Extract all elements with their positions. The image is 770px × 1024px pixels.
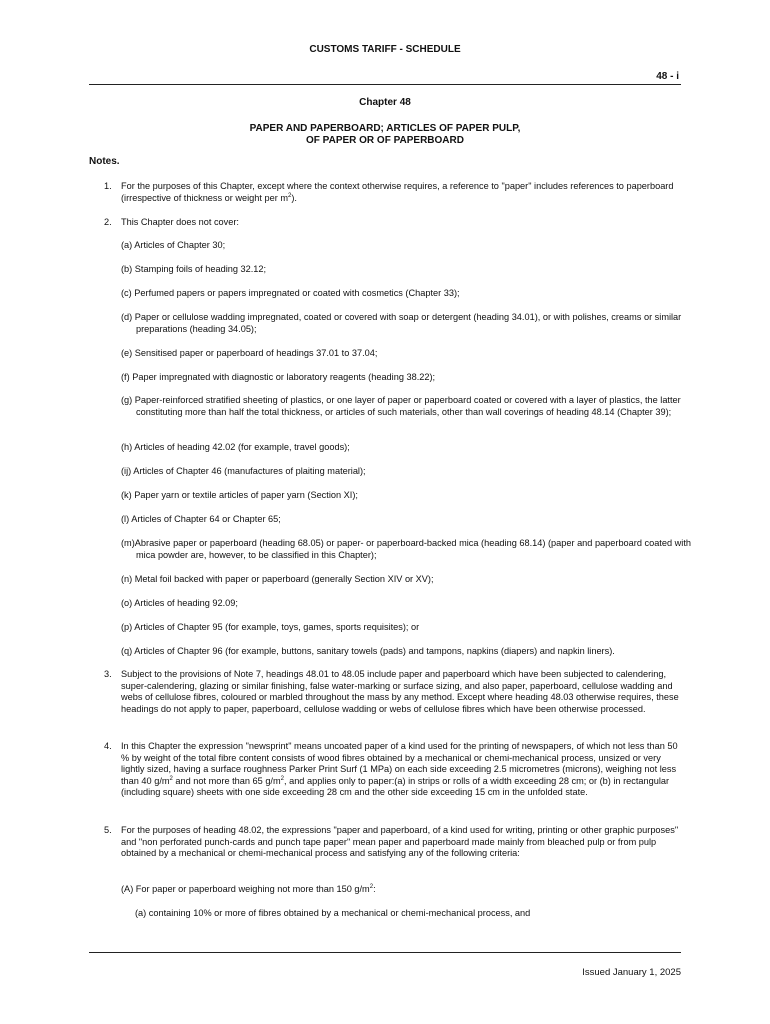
notes-heading: Notes.	[89, 156, 120, 167]
note-4-text-main: In this Chapter the expression "newsprint" means uncoated paper of a kind used for the printing of newspapers, of which not less than 50 % by weight of the total fibre content consists of wood fibres obtained by a mechanical or chemi-mechanical process, unsized or very lightly sized, having a surface roughness Parker Print Surf (1 MPa) on each side exceeding 2.5 micrometres (microns), weighing not less than 40 g/m	[121, 741, 678, 786]
note-5-criterion-A-text: (A) For paper or paperboard weighing not more than 150 g/m	[121, 884, 370, 894]
chapter-title-line-1: PAPER AND PAPERBOARD; ARTICLES OF PAPER PULP,	[249, 123, 521, 134]
note-1-text	[121, 181, 681, 204]
page-number: 48 - i	[656, 71, 679, 82]
note-5-criterion-A-end: :	[373, 884, 376, 894]
note-2-item-o: (o) Articles of heading 92.09;	[121, 598, 238, 608]
note-1-number: 1.	[104, 181, 112, 191]
note-2-item-h: (h) Articles of heading 42.02 (for example, travel goods);	[121, 442, 350, 452]
note-5-text: For the purposes of heading 48.02, the expressions "paper and paperboard, of a kind used for writing, printing or other graphic purposes" and "non perforated punch-cards and punch tape paper" mean paper and paperboard made mainly from bleached pulp or from pulp obtained by a mechanical or chemi-mechanical process and satisfying any of the following criteria:	[121, 825, 679, 859]
note-2-item-q: (q) Articles of Chapter 96 (for example, buttons, sanitary towels (pads) and tampons, napkins (diapers) and napkin liners).	[121, 646, 615, 656]
note-5-criterion-A-item-a: (a) containing 10% or more of fibres obtained by a mechanical or chemi-mechanical process, and	[135, 908, 531, 918]
note-4-superscript-2: 2	[280, 775, 284, 782]
note-2-item-m: (m)Abrasive paper or paperboard (heading 68.05) or paper- or paperboard-backed mica (heading 68.14) (paper and paperboard coated with mica powder are, however, to be classified in this Chapter);	[121, 538, 691, 560]
note-4-number: 4.	[104, 741, 112, 751]
note-5-criterion-A	[121, 884, 681, 896]
note-2-number: 2.	[104, 217, 112, 227]
note-2-item-c: (c) Perfumed papers or papers impregnated or coated with cosmetics (Chapter 33);	[121, 288, 460, 298]
note-4-text-mid: and not more than 65 g/m	[172, 775, 281, 786]
note-2-text: This Chapter does not cover:	[121, 217, 239, 227]
note-5-number: 5.	[104, 825, 112, 835]
note-2-item-k: (k) Paper yarn or textile articles of paper yarn (Section XI);	[121, 490, 358, 500]
schedule-header-title: CUSTOMS TARIFF - SCHEDULE	[309, 44, 461, 55]
note-4-text-end: , and applies only to paper:(a) in strips or rolls of a width exceeding 28 cm; or (b) in rectangular (including square) sheets with one side exceeding 28 cm and the other side exceeding 15 cm in the unfolded state.	[121, 775, 670, 798]
note-2-item-l: (l) Articles of Chapter 64 or Chapter 65;	[121, 514, 281, 524]
note-2-item-g: (g) Paper-reinforced stratified sheeting of plastics, or one layer of paper or paperboard coated or covered with a layer of plastics, the latter constituting more than half the total thickness, or articles of such materials, other than wall coverings of heading 48.14 (Chapter 39);	[121, 395, 681, 417]
note-2-item-f: (f) Paper impregnated with diagnostic or laboratory reagents (heading 38.22);	[121, 372, 436, 382]
footer-rule	[89, 952, 681, 953]
note-2-item-d: (d) Paper or cellulose wadding impregnated, coated or covered with soap or detergent (heading 34.01), or with polishes, creams or similar preparations (heading 34.05);	[121, 312, 682, 334]
note-2-item-a: (a) Articles of Chapter 30;	[121, 240, 226, 250]
note-2-item-n: (n) Metal foil backed with paper or paperboard (generally Section XIV or XV);	[121, 574, 434, 584]
note-1-superscript: 2	[287, 192, 292, 199]
note-4-text	[121, 741, 681, 799]
note-2-item-b: (b) Stamping foils of heading 32.12;	[121, 264, 267, 274]
note-2-item-p: (p) Articles of Chapter 95 (for example, toys, games, sports requisites); or	[121, 622, 420, 632]
issue-date: Issued January 1, 2025	[582, 967, 681, 978]
note-1-text-main: For the purposes of this Chapter, except where the context otherwise requires, a reference to "paper" includes references to paperboard (irrespective of thickness or weight per m	[121, 181, 674, 203]
note-2-item-ij: (ij) Articles of Chapter 46 (manufactures of plaiting material);	[121, 466, 366, 476]
chapter-number: Chapter 48	[359, 97, 411, 108]
note-2-item-e: (e) Sensitised paper or paperboard of headings 37.01 to 37.04;	[121, 348, 378, 358]
note-5-criterion-A-superscript: 2	[369, 883, 374, 890]
note-4-superscript-1: 2	[169, 775, 173, 782]
note-3-number: 3.	[104, 669, 112, 679]
note-1-text-end: ).	[291, 192, 297, 203]
note-3-text: Subject to the provisions of Note 7, headings 48.01 to 48.05 include paper and paperboard which have been subjected to calendering, super-calendering, glazing or similar finishing, false water-marking or surface sizing, and also paper, paperboard, cellulose wadding and webs of cellulose fibres, coloured or marbled throughout the mass by any method. Except where heading 48.03 otherwise requires, these headings do not apply to paper, paperboard, cellulose wadding or webs of cellulose fibres which have been otherwise processed.	[121, 669, 679, 714]
header-rule	[89, 84, 681, 85]
chapter-title-line-2: OF PAPER OR OF PAPERBOARD	[306, 135, 464, 146]
chapter-title	[0, 123, 770, 147]
